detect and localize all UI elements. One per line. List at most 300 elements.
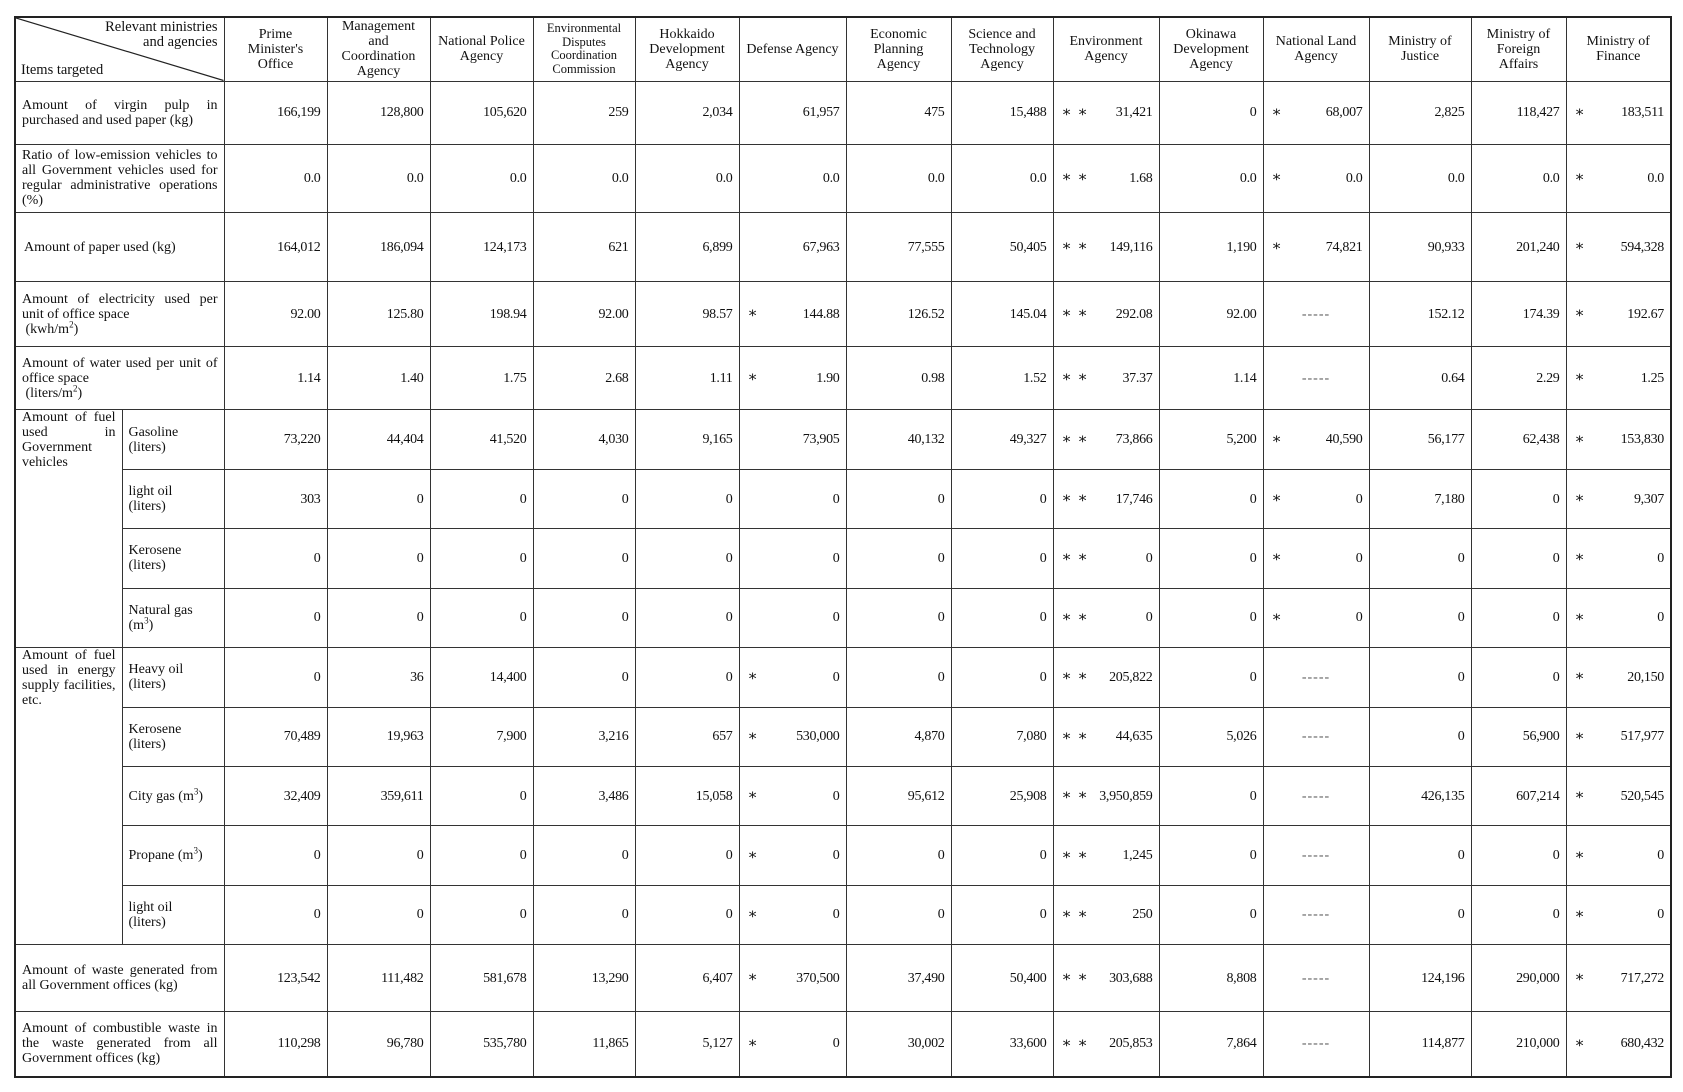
value-cell: [739, 81, 846, 144]
value-text: 125.80: [386, 306, 424, 322]
value-cell: [224, 529, 327, 588]
value-cell: [739, 469, 846, 528]
asterisk-marker: ∗: [1574, 728, 1586, 745]
value-text: 0: [725, 848, 733, 864]
value-cell: [327, 346, 430, 409]
value-text: 0: [416, 610, 424, 626]
value-text: 4,870: [914, 729, 945, 745]
value-cell: [327, 81, 430, 144]
value-text: 359,611: [380, 788, 424, 804]
value-cell: [951, 346, 1053, 409]
value-text: 111,482: [381, 970, 424, 986]
agency-header: Management and Coordination Agency: [327, 17, 430, 81]
agency-header: Economic Planning Agency: [846, 17, 951, 81]
value-text: 0.0: [1029, 170, 1047, 186]
asterisk-marker: ∗ ∗: [1061, 238, 1089, 255]
asterisk-marker: ∗ ∗: [1061, 609, 1089, 626]
value-text: 92.00: [290, 306, 321, 322]
agency-header: Hokkaido Development Agency: [635, 17, 739, 81]
value-cell: [327, 885, 430, 944]
value-text: 7,900: [496, 729, 527, 745]
value-text: 0: [1039, 848, 1047, 864]
agency-header: Ministry of Foreign Affairs: [1471, 17, 1566, 81]
asterisk-marker: ∗: [1574, 169, 1586, 186]
value-text: -----: [1301, 729, 1331, 745]
asterisk-marker: ∗ ∗: [1061, 787, 1089, 804]
value-cell: [635, 588, 739, 647]
value-text: 0: [519, 788, 527, 804]
value-cell: [1053, 945, 1159, 1012]
asterisk-marker: ∗: [1574, 906, 1586, 923]
group-label: Amount of fuel used in energy supply facilities, etc.: [15, 648, 122, 945]
value-cell: [1369, 945, 1471, 1012]
value-text: 5,200: [1226, 432, 1257, 448]
value-text: 9,307: [1633, 491, 1664, 507]
asterisk-marker: ∗: [1574, 431, 1586, 448]
value-text: 0.0: [1239, 170, 1257, 186]
value-text: 0: [832, 669, 840, 685]
value-cell: [327, 282, 430, 347]
table-row: [15, 144, 1671, 212]
value-text: 0: [519, 491, 527, 507]
asterisk-marker: ∗: [1574, 104, 1586, 121]
value-cell: [1159, 144, 1263, 212]
value-text: 118,427: [1516, 105, 1560, 121]
value-cell: [1159, 588, 1263, 647]
value-text: 1.75: [503, 370, 527, 386]
value-text: 0: [1145, 550, 1153, 566]
value-text: 0.0: [509, 170, 527, 186]
value-text: 657: [712, 729, 733, 745]
value-cell: [1263, 588, 1369, 647]
value-text: 0.0: [303, 170, 321, 186]
value-text: 7,080: [1016, 729, 1047, 745]
value-text: 0: [937, 669, 945, 685]
value-cell: [327, 826, 430, 885]
value-cell: [1566, 1011, 1671, 1077]
value-cell: [951, 945, 1053, 1012]
value-cell: [951, 144, 1053, 212]
unit-text: ): [198, 788, 204, 804]
unit-superscript: 3: [193, 785, 199, 796]
asterisk-marker: ∗: [1574, 549, 1586, 566]
value-text: 3,486: [598, 788, 629, 804]
value-text: 144.88: [802, 306, 840, 322]
value-text: 0: [1355, 491, 1363, 507]
value-cell: [1369, 529, 1471, 588]
table-row: [15, 529, 1671, 588]
value-cell: [1263, 826, 1369, 885]
value-text: 15,488: [1009, 105, 1047, 121]
value-cell: [1566, 707, 1671, 766]
asterisk-marker: ∗: [1574, 969, 1586, 986]
value-text: 292.08: [1115, 306, 1153, 322]
value-cell: [1263, 282, 1369, 347]
asterisk-marker: ∗ ∗: [1061, 668, 1089, 685]
value-cell: [224, 346, 327, 409]
value-text: 183,511: [1621, 105, 1664, 121]
value-cell: [1369, 469, 1471, 528]
value-text: 303: [300, 491, 321, 507]
agency-header: Environment Agency: [1053, 17, 1159, 81]
value-cell: [739, 1011, 846, 1077]
value-text: 607,214: [1516, 788, 1560, 804]
value-cell: [1053, 212, 1159, 282]
sub-item-text: light oil: [128, 484, 173, 500]
value-text: 174.39: [1522, 306, 1560, 322]
value-cell: [739, 529, 846, 588]
value-cell: [1471, 648, 1566, 707]
asterisk-marker: ∗: [1271, 169, 1283, 186]
value-cell: [739, 212, 846, 282]
value-text: 50,405: [1009, 239, 1047, 255]
agency-header: National Land Agency: [1263, 17, 1369, 81]
value-text: 73,220: [283, 432, 321, 448]
asterisk-marker: ∗: [747, 305, 759, 322]
asterisk-marker: ∗: [1574, 787, 1586, 804]
value-text: 4,030: [598, 432, 629, 448]
value-text: 0: [1039, 491, 1047, 507]
value-cell: [224, 945, 327, 1012]
value-cell: [1263, 766, 1369, 825]
value-cell: [1471, 81, 1566, 144]
asterisk-marker: ∗ ∗: [1061, 490, 1089, 507]
value-text: 8,808: [1226, 970, 1257, 986]
value-cell: [739, 282, 846, 347]
value-text: 0.64: [1441, 370, 1465, 386]
value-cell: [1263, 469, 1369, 528]
value-cell: [224, 469, 327, 528]
value-cell: [1566, 81, 1671, 144]
asterisk-marker: ∗: [747, 668, 759, 685]
value-cell: [846, 588, 951, 647]
value-text: 581,678: [483, 970, 527, 986]
value-text: 621: [608, 239, 629, 255]
value-text: 5,026: [1226, 729, 1257, 745]
value-text: 370,500: [796, 970, 840, 986]
value-text: 475: [924, 105, 945, 121]
value-cell: [224, 144, 327, 212]
asterisk-marker: ∗: [747, 787, 759, 804]
value-cell: [635, 648, 739, 707]
value-text: 2.29: [1536, 370, 1560, 386]
asterisk-marker: ∗ ∗: [1061, 549, 1089, 566]
value-cell: [1159, 410, 1263, 469]
value-cell: [1053, 469, 1159, 528]
value-cell: [224, 885, 327, 944]
value-cell: [430, 346, 533, 409]
value-cell: [1471, 212, 1566, 282]
value-text: 6,899: [702, 239, 733, 255]
corner-top-label: Relevant ministries and agencies: [105, 19, 218, 50]
value-text: 32,409: [283, 788, 321, 804]
value-cell: [1053, 766, 1159, 825]
value-cell: [1159, 212, 1263, 282]
value-cell: [1369, 826, 1471, 885]
value-cell: [327, 766, 430, 825]
value-text: 205,822: [1109, 669, 1153, 685]
value-text: 0.0: [927, 170, 945, 186]
value-cell: [846, 469, 951, 528]
asterisk-marker: ∗: [1574, 847, 1586, 864]
value-text: 201,240: [1516, 239, 1560, 255]
value-cell: [1369, 212, 1471, 282]
value-text: 9,165: [702, 432, 733, 448]
value-text: 1.14: [1233, 370, 1257, 386]
unit-text: (liters): [128, 558, 166, 574]
value-text: 0.0: [406, 170, 424, 186]
value-cell: [1369, 144, 1471, 212]
asterisk-marker: ∗: [1271, 490, 1283, 507]
value-cell: [224, 707, 327, 766]
value-text: 62,438: [1522, 432, 1560, 448]
sub-item-text: Kerosene: [128, 721, 182, 737]
value-cell: [1471, 707, 1566, 766]
item-label: [15, 81, 224, 144]
agency-header: Defense Agency: [739, 17, 846, 81]
asterisk-marker: ∗ ∗: [1061, 1035, 1089, 1052]
table-row: [15, 766, 1671, 825]
value-text: 0: [1457, 610, 1465, 626]
value-text: 0: [725, 550, 733, 566]
value-text: -----: [1301, 907, 1331, 923]
sub-item-label: [122, 529, 224, 588]
item-label-text: Amount of paper used (kg): [24, 239, 176, 255]
value-cell: [533, 81, 635, 144]
value-text: 95,612: [907, 788, 945, 804]
value-cell: [430, 707, 533, 766]
value-cell: [430, 1011, 533, 1077]
value-text: 0: [519, 907, 527, 923]
value-cell: [1159, 282, 1263, 347]
table-row: [15, 212, 1671, 282]
asterisk-marker: ∗ ∗: [1061, 369, 1089, 386]
value-cell: [739, 588, 846, 647]
value-text: 0.0: [715, 170, 733, 186]
value-text: 30,002: [907, 1036, 945, 1052]
value-text: 0: [1657, 610, 1664, 626]
value-cell: [1566, 212, 1671, 282]
value-cell: [1159, 648, 1263, 707]
sub-item-label: [122, 707, 224, 766]
value-text: -----: [1301, 788, 1331, 804]
value-cell: [1471, 410, 1566, 469]
value-text: 1.25: [1640, 370, 1664, 386]
value-cell: [430, 410, 533, 469]
value-cell: [327, 212, 430, 282]
value-text: 152.12: [1427, 306, 1465, 322]
sub-item-label: [122, 885, 224, 944]
value-cell: [635, 469, 739, 528]
value-text: 1,245: [1122, 848, 1153, 864]
value-text: 124,173: [483, 239, 527, 255]
value-cell: [1263, 410, 1369, 469]
value-cell: [1159, 945, 1263, 1012]
value-cell: [1566, 766, 1671, 825]
value-cell: [635, 766, 739, 825]
value-text: 0: [1657, 848, 1664, 864]
value-text: 680,432: [1620, 1036, 1664, 1052]
value-text: 210,000: [1516, 1036, 1560, 1052]
value-cell: [739, 766, 846, 825]
value-cell: [327, 529, 430, 588]
value-cell: [1053, 707, 1159, 766]
value-text: 0.98: [921, 370, 945, 386]
asterisk-marker: ∗: [1271, 238, 1283, 255]
value-cell: [430, 885, 533, 944]
value-text: 20,150: [1627, 669, 1664, 685]
value-text: 717,272: [1620, 970, 1664, 986]
value-cell: [951, 648, 1053, 707]
value-cell: [1471, 588, 1566, 647]
value-cell: [1566, 144, 1671, 212]
value-text: 17,746: [1115, 491, 1153, 507]
asterisk-marker: ∗: [747, 369, 759, 386]
value-cell: [846, 346, 951, 409]
value-cell: [224, 410, 327, 469]
agency-header: Ministry of Justice: [1369, 17, 1471, 81]
value-cell: [951, 410, 1053, 469]
table-row: [15, 81, 1671, 144]
asterisk-marker: ∗: [1574, 1035, 1586, 1052]
value-text: 1.68: [1129, 170, 1153, 186]
value-cell: [635, 885, 739, 944]
value-cell: [951, 766, 1053, 825]
value-text: 0: [313, 610, 321, 626]
value-cell: [846, 885, 951, 944]
asterisk-marker: ∗: [1271, 549, 1283, 566]
asterisk-marker: ∗: [747, 1035, 759, 1052]
unit-text: ): [73, 321, 79, 337]
value-text: 0: [313, 550, 321, 566]
value-cell: [1566, 410, 1671, 469]
value-text: 7,180: [1434, 491, 1465, 507]
value-cell: [1159, 529, 1263, 588]
value-text: 290,000: [1516, 970, 1560, 986]
asterisk-marker: ∗: [747, 969, 759, 986]
sub-item-text: Propane (m: [128, 848, 194, 864]
value-text: 36: [410, 669, 424, 685]
value-cell: [739, 707, 846, 766]
value-text: 41,520: [489, 432, 527, 448]
value-text: -----: [1301, 370, 1331, 386]
group-label: Amount of fuel used in Government vehicles: [15, 410, 122, 648]
value-text: 40,590: [1325, 432, 1363, 448]
value-text: 0: [1552, 907, 1560, 923]
value-text: 149,116: [1109, 239, 1153, 255]
value-text: 0: [937, 550, 945, 566]
asterisk-marker: ∗: [1271, 609, 1283, 626]
value-cell: [1053, 588, 1159, 647]
value-text: 186,094: [380, 239, 424, 255]
value-text: 114,877: [1421, 1036, 1465, 1052]
table-row: [15, 1011, 1671, 1077]
value-text: 73,866: [1115, 432, 1153, 448]
value-text: 166,199: [277, 105, 321, 121]
value-text: 50,400: [1009, 970, 1047, 986]
value-text: 126.52: [907, 306, 945, 322]
value-cell: [951, 212, 1053, 282]
unit-text: ): [148, 617, 154, 633]
value-text: 1.40: [400, 370, 424, 386]
value-text: 2.68: [605, 370, 629, 386]
value-text: 0: [1552, 669, 1560, 685]
value-text: 0: [937, 907, 945, 923]
value-text: 0: [725, 907, 733, 923]
sub-item-label: [122, 588, 224, 647]
item-label-text: Amount of electricity used per unit of office space: [22, 291, 218, 322]
value-cell: [846, 410, 951, 469]
value-text: 31,421: [1115, 105, 1153, 121]
value-text: -----: [1301, 306, 1331, 322]
value-cell: [739, 346, 846, 409]
value-text: 0: [1039, 550, 1047, 566]
table-row: [15, 826, 1671, 885]
value-cell: [1053, 529, 1159, 588]
item-label: [15, 945, 224, 1012]
value-text: 33,600: [1009, 1036, 1047, 1052]
agency-header: Environmental Disputes Coordination Commission: [533, 17, 635, 81]
value-cell: [1263, 945, 1369, 1012]
value-cell: [1159, 469, 1263, 528]
value-text: 1,190: [1226, 239, 1257, 255]
value-cell: [951, 1011, 1053, 1077]
agency-header: Okinawa Development Agency: [1159, 17, 1263, 81]
item-label-text: Amount of virgin pulp in purchased and used paper (kg): [22, 97, 218, 128]
value-cell: [1566, 648, 1671, 707]
value-cell: [1369, 707, 1471, 766]
value-cell: [1263, 648, 1369, 707]
value-cell: [1159, 81, 1263, 144]
value-text: 0: [832, 1036, 840, 1052]
value-cell: [1053, 282, 1159, 347]
value-cell: [533, 410, 635, 469]
unit-superscript: 2: [69, 319, 74, 330]
value-cell: [1053, 826, 1159, 885]
value-cell: [1263, 144, 1369, 212]
value-cell: [533, 212, 635, 282]
agency-header: Science and Technology Agency: [951, 17, 1053, 81]
value-cell: [533, 885, 635, 944]
value-cell: [1471, 529, 1566, 588]
value-cell: [846, 1011, 951, 1077]
value-text: 44,404: [386, 432, 424, 448]
value-text: 5,127: [702, 1036, 733, 1052]
value-text: 37.37: [1122, 370, 1153, 386]
value-text: 0: [519, 550, 527, 566]
value-cell: [430, 81, 533, 144]
value-cell: [846, 529, 951, 588]
value-text: 0: [416, 491, 424, 507]
value-cell: [533, 826, 635, 885]
unit-text: (liters): [128, 736, 166, 752]
value-cell: [1053, 346, 1159, 409]
value-text: 128,800: [380, 105, 424, 121]
value-cell: [327, 410, 430, 469]
value-text: 0: [1249, 105, 1257, 121]
value-text: 0: [1355, 610, 1363, 626]
value-text: 0.0: [1345, 170, 1363, 186]
value-cell: [533, 766, 635, 825]
value-cell: [1566, 885, 1671, 944]
value-text: 0: [1249, 491, 1257, 507]
value-text: 0: [416, 550, 424, 566]
value-cell: [430, 212, 533, 282]
value-cell: [533, 1011, 635, 1077]
item-label-text: Amount of waste generated from all Government offices (kg): [22, 963, 218, 994]
value-text: 0: [832, 788, 840, 804]
unit-text: (liters): [128, 439, 166, 455]
